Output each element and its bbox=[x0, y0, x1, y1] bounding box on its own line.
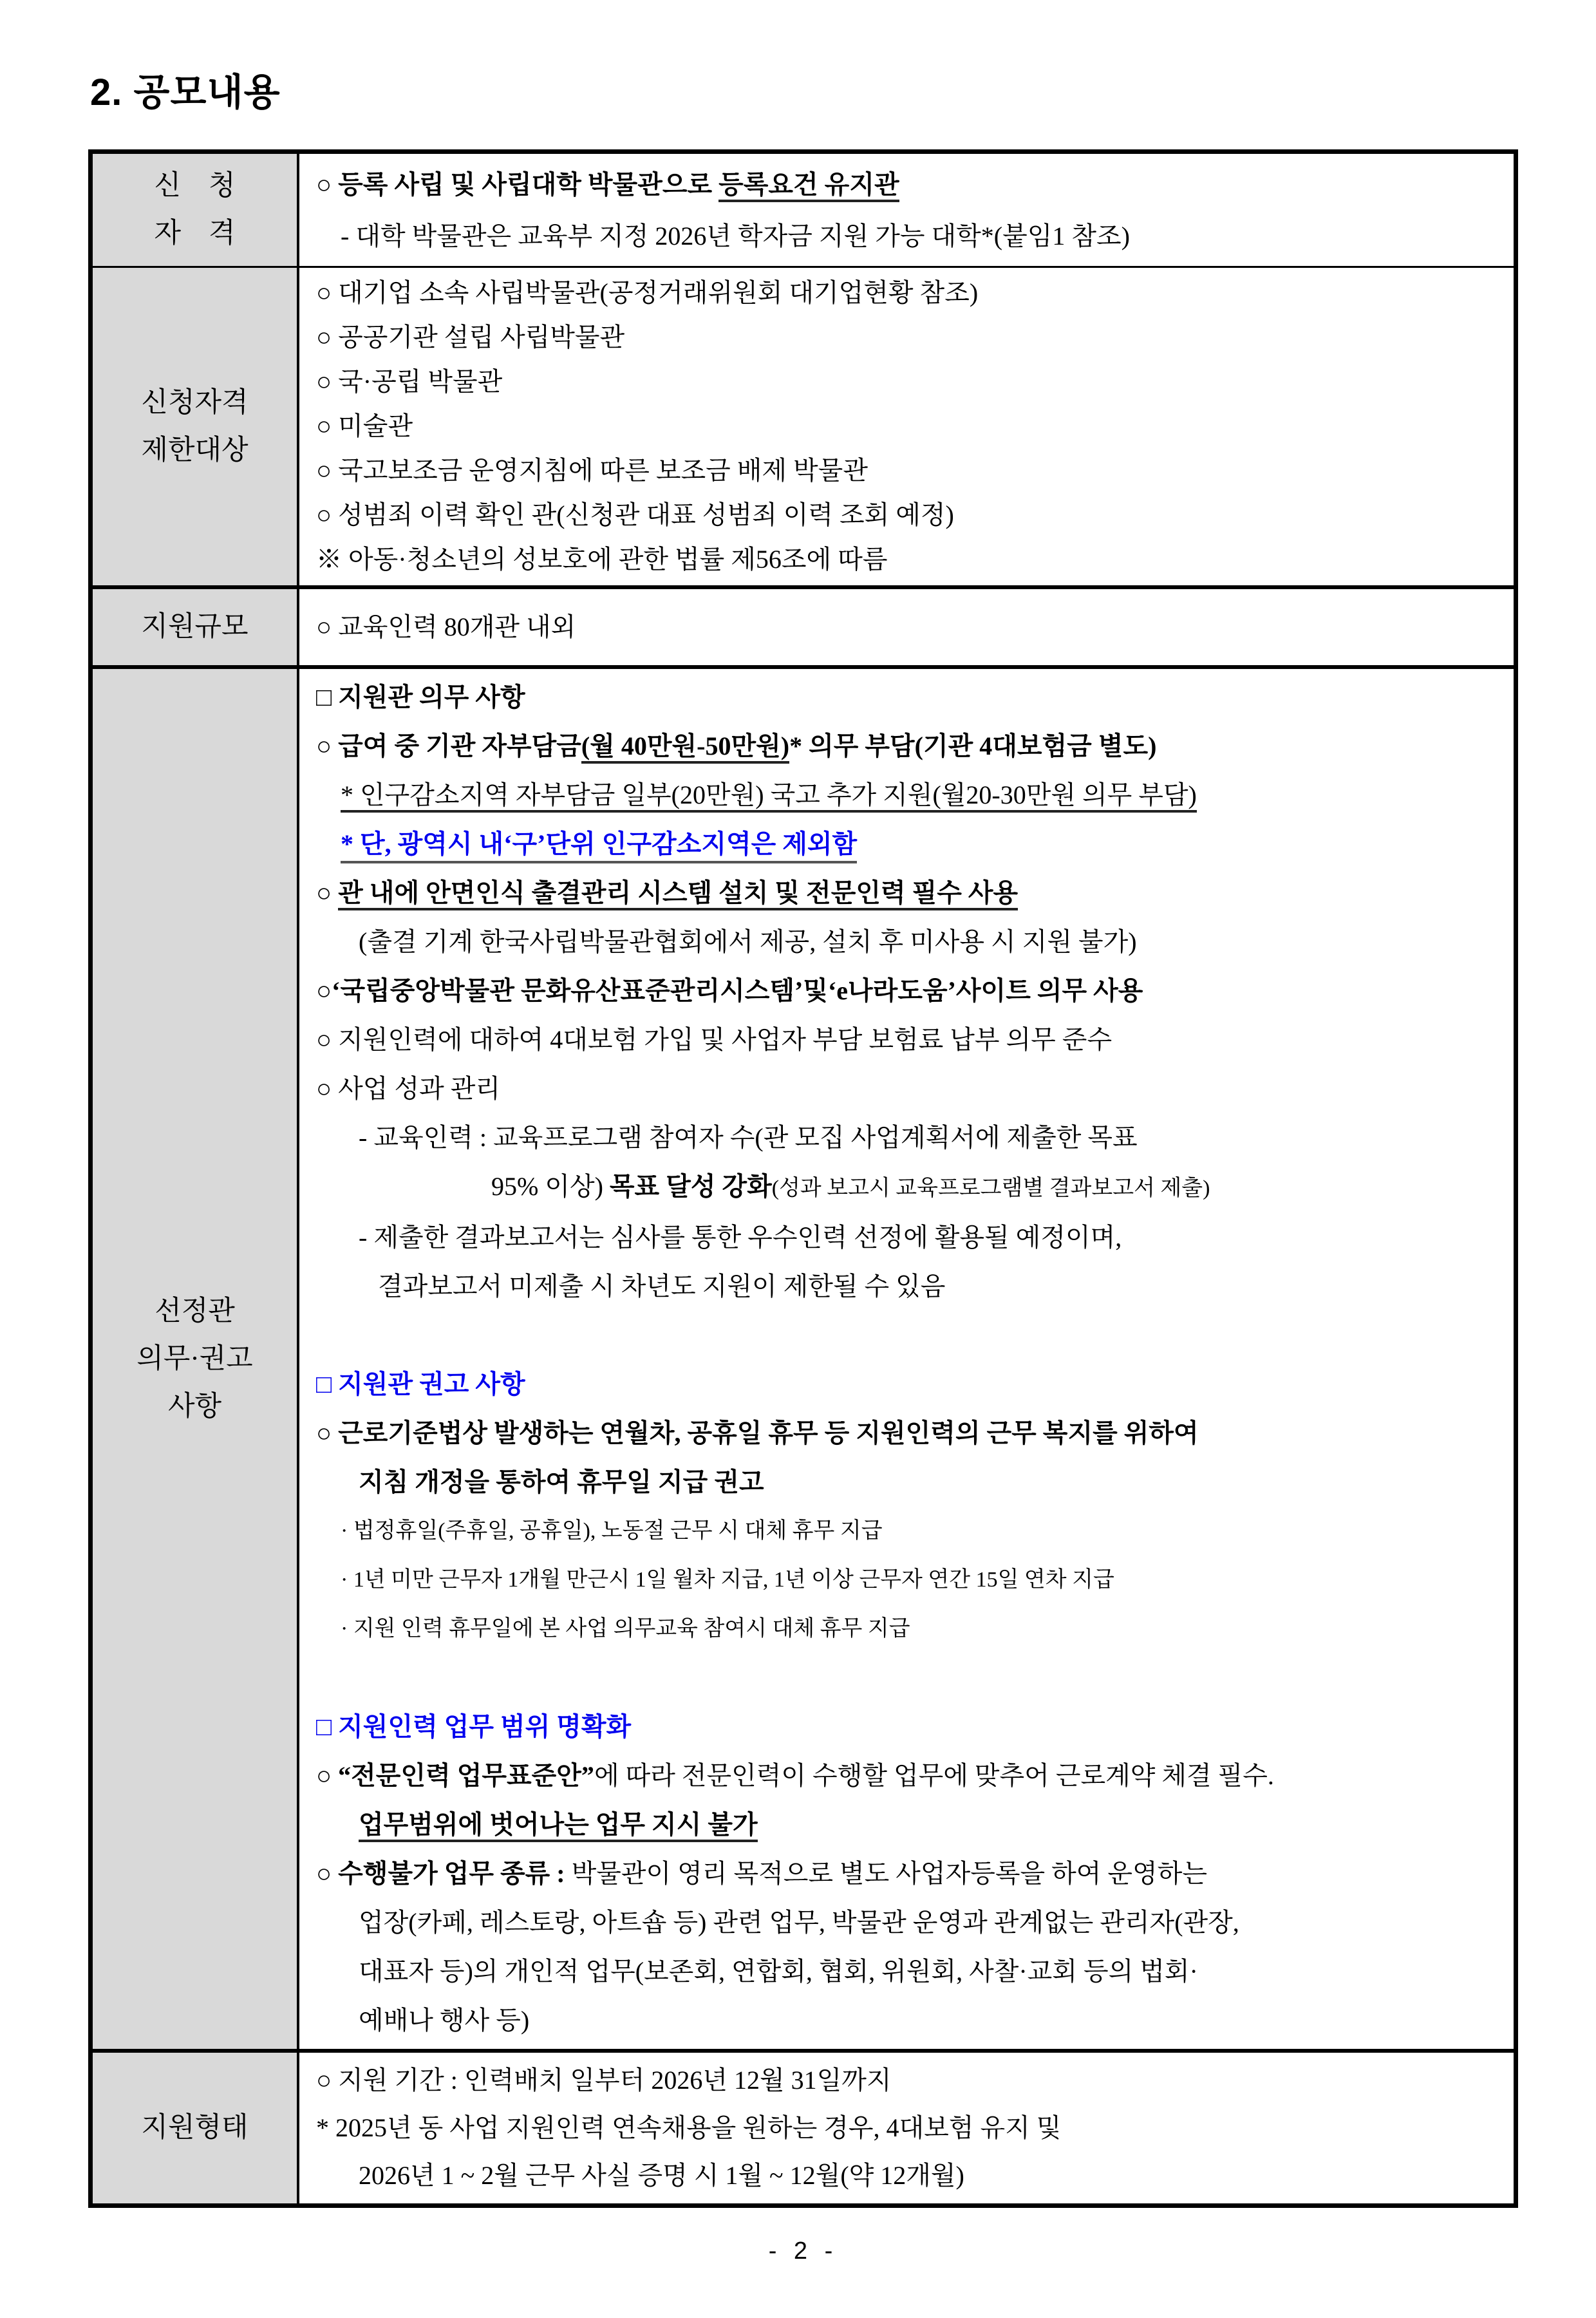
emphasized-text: “전문인력 업무표준안” bbox=[338, 1761, 594, 1790]
section-title-obligation: □ 지원관 의무 사항 bbox=[316, 683, 525, 711]
row-header-label: 자 격 bbox=[154, 218, 236, 249]
text-line bbox=[316, 1751, 1508, 1800]
text-segment: (성과 보고시 교육프로그램별 결과보고서 제출) bbox=[771, 1176, 1210, 1200]
row-header-obligations bbox=[93, 669, 299, 2049]
text-segment: ○ 급여 중 기관 자부담금 bbox=[316, 731, 581, 760]
row-header-restriction bbox=[93, 268, 299, 585]
row-content-obligations bbox=[299, 669, 1514, 2049]
row-header-label: 신청자격 bbox=[141, 387, 249, 418]
text-line: ○ 지원 기간 : 인력배치 일부터 2026년 12월 31일까지 bbox=[316, 2066, 892, 2095]
list-item: ○ 대기업 소속 사립박물관(공정거래위원회 대기업현황 참조) bbox=[316, 278, 979, 307]
list-item: ○ 미술관 bbox=[316, 411, 413, 440]
table-row-support-type bbox=[93, 2049, 1514, 2203]
underlined-text: * 인구감소지역 자부담금 일부(20만원) 국고 추가 지원(월20-30만원 의무 부담) bbox=[341, 780, 1197, 813]
text-line bbox=[316, 1849, 1508, 1898]
text-line: · 법정휴일(주휴일, 공휴일), 노동절 근무 시 대체 휴무 지급 bbox=[341, 1519, 883, 1543]
page-title: 2. 공모내용 bbox=[90, 71, 281, 113]
blank-line bbox=[316, 1311, 1508, 1360]
document-page bbox=[0, 62, 1596, 2318]
row-header-label: 제한대상 bbox=[141, 435, 249, 466]
table-row-obligations bbox=[93, 665, 1514, 2049]
bullet-glyph: ○ bbox=[316, 1761, 339, 1790]
row-header-qualification bbox=[93, 154, 299, 266]
text-line: - 교육인력 : 교육프로그램 참여자 수(관 모집 사업계획서에 제출한 목표 bbox=[359, 1123, 1138, 1152]
page-number: - 2 - bbox=[768, 2238, 838, 2265]
text-line: ○ 지원인력에 대하여 4대보험 가입 및 사업자 부담 보험료 납부 의무 준수 bbox=[316, 1025, 1113, 1054]
text-line: ○ 교육인력 80개관 내외 bbox=[316, 612, 576, 641]
emphasized-text: 목표 달성 강화 bbox=[609, 1172, 772, 1201]
underlined-text: 등록요건 유지관 bbox=[718, 170, 899, 202]
blank-line bbox=[316, 1654, 1508, 1702]
text-line: ○ 근로기준법상 발생하는 연월차, 공휴일 휴무 등 지원인력의 근무 복지를 위하여 bbox=[316, 1418, 1199, 1447]
text-line: · 1년 미만 근무자 1개월 만근시 1일 월차 지급, 1년 이상 근무자 연간 15일 연차 지급 bbox=[341, 1568, 1114, 1592]
list-item: ○ 국·공립 박물관 bbox=[316, 367, 503, 396]
content-table bbox=[88, 149, 1518, 2208]
text-line: 업장(카페, 레스토랑, 아트숍 등) 관련 업무, 박물관 운영과 관계없는 관리자(관장, bbox=[359, 1908, 1239, 1937]
row-header-scale bbox=[93, 589, 299, 665]
underlined-text: 관 내에 안면인식 출결관리 시스템 설치 및 전문인력 필수 사용 bbox=[338, 878, 1018, 910]
table-row-qualification bbox=[93, 154, 1514, 266]
row-content-qualification bbox=[299, 154, 1514, 266]
list-item: ※ 아동·청소년의 성보호에 관한 법률 제56조에 따름 bbox=[316, 545, 888, 574]
row-header-label: 의무·권고 bbox=[136, 1343, 253, 1374]
row-header-label: 지원형태 bbox=[141, 2113, 249, 2143]
table-row-scale bbox=[93, 585, 1514, 665]
underlined-text: 업무범위에 벗어나는 업무 지시 불가 bbox=[359, 1810, 758, 1842]
text-line: · 지원 인력 휴무일에 본 사업 의무교육 참여시 대체 휴무 지급 bbox=[341, 1617, 910, 1641]
text-line bbox=[316, 1800, 1508, 1849]
text-line: 2026년 1 ~ 2월 근무 사실 증명 시 1월 ~ 12월(약 12개월) bbox=[359, 2161, 964, 2190]
text-segment: ○ 등록 사립 및 사립대학 박물관으로 bbox=[316, 170, 719, 199]
text-line: ○‘국립중앙박물관 문화유산표준관리시스템’및‘e나라도움’사이트 의무 사용 bbox=[316, 976, 1143, 1005]
text-line: (출결 기계 한국사립박물관협회에서 제공, 설치 후 미사용 시 지원 불가) bbox=[359, 927, 1137, 956]
text-line: 결과보고서 미제출 시 차년도 지원이 제한될 수 있음 bbox=[378, 1272, 946, 1301]
text-line bbox=[316, 722, 1508, 771]
row-header-label: 선정관 bbox=[155, 1296, 235, 1326]
row-header-label: 사항 bbox=[167, 1391, 222, 1422]
text-segment: 에 따라 전문인력이 수행할 업무에 맞추어 근로계약 체결 필수. bbox=[594, 1761, 1274, 1790]
text-line: 대표자 등)의 개인적 업무(보존회, 연합회, 협회, 위원회, 사찰·교회 등의 법회· bbox=[359, 1957, 1198, 1986]
text-line bbox=[316, 1162, 1508, 1213]
row-header-label: 신 청 bbox=[154, 171, 236, 201]
text-line bbox=[316, 869, 1508, 918]
text-line: - 대학 박물관은 교육부 지정 2026년 학자금 지원 가능 대학*(붙임1 참조) bbox=[341, 221, 1130, 250]
row-content-scale bbox=[299, 589, 1514, 665]
text-segment: * 의무 부담(기관 4대보험금 별도) bbox=[789, 731, 1157, 760]
row-header-support-type bbox=[93, 2053, 299, 2203]
text-line: 예배나 행사 등) bbox=[359, 2006, 530, 2035]
emphasized-text: ○ 수행불가 업무 종류 : bbox=[316, 1859, 572, 1888]
text-line: 지침 개정을 통하여 휴무일 지급 권고 bbox=[359, 1467, 764, 1496]
section-title-recommendation: □ 지원관 권고 사항 bbox=[316, 1370, 525, 1399]
table-row-restriction bbox=[93, 266, 1514, 585]
text-line: - 제출한 결과보고서는 심사를 통한 우수인력 선정에 활용될 예정이며, bbox=[359, 1223, 1122, 1252]
row-content-support-type bbox=[299, 2053, 1514, 2203]
row-content-restriction bbox=[299, 268, 1514, 585]
text-line bbox=[316, 159, 1508, 211]
row-header-label: 지원규모 bbox=[141, 612, 249, 642]
text-segment: 95% 이상) bbox=[491, 1172, 610, 1201]
text-line bbox=[316, 820, 1508, 869]
section-title-work-scope: □ 지원인력 업무 범위 명확화 bbox=[316, 1712, 632, 1741]
list-item: ○ 국고보조금 운영지침에 따른 보조금 배제 박물관 bbox=[316, 456, 868, 485]
highlighted-note: * 단, 광역시 내‘구’단위 인구감소지역은 제외함 bbox=[341, 829, 857, 863]
text-line: ○ 사업 성과 관리 bbox=[316, 1074, 500, 1103]
text-line: * 2025년 동 사업 지원인력 연속채용을 원하는 경우, 4대보험 유지 및 bbox=[316, 2113, 1062, 2142]
bullet-glyph: ○ bbox=[316, 878, 339, 907]
list-item: ○ 공공기관 설립 사립박물관 bbox=[316, 323, 625, 352]
list-item: ○ 성범죄 이력 확인 관(신청관 대표 성범죄 이력 조회 예정) bbox=[316, 500, 954, 529]
text-segment: 박물관이 영리 목적으로 별도 사업자등록을 하여 운영하는 bbox=[571, 1859, 1207, 1888]
text-line bbox=[316, 771, 1508, 820]
underlined-text: (월 40만원-50만원) bbox=[581, 731, 789, 764]
